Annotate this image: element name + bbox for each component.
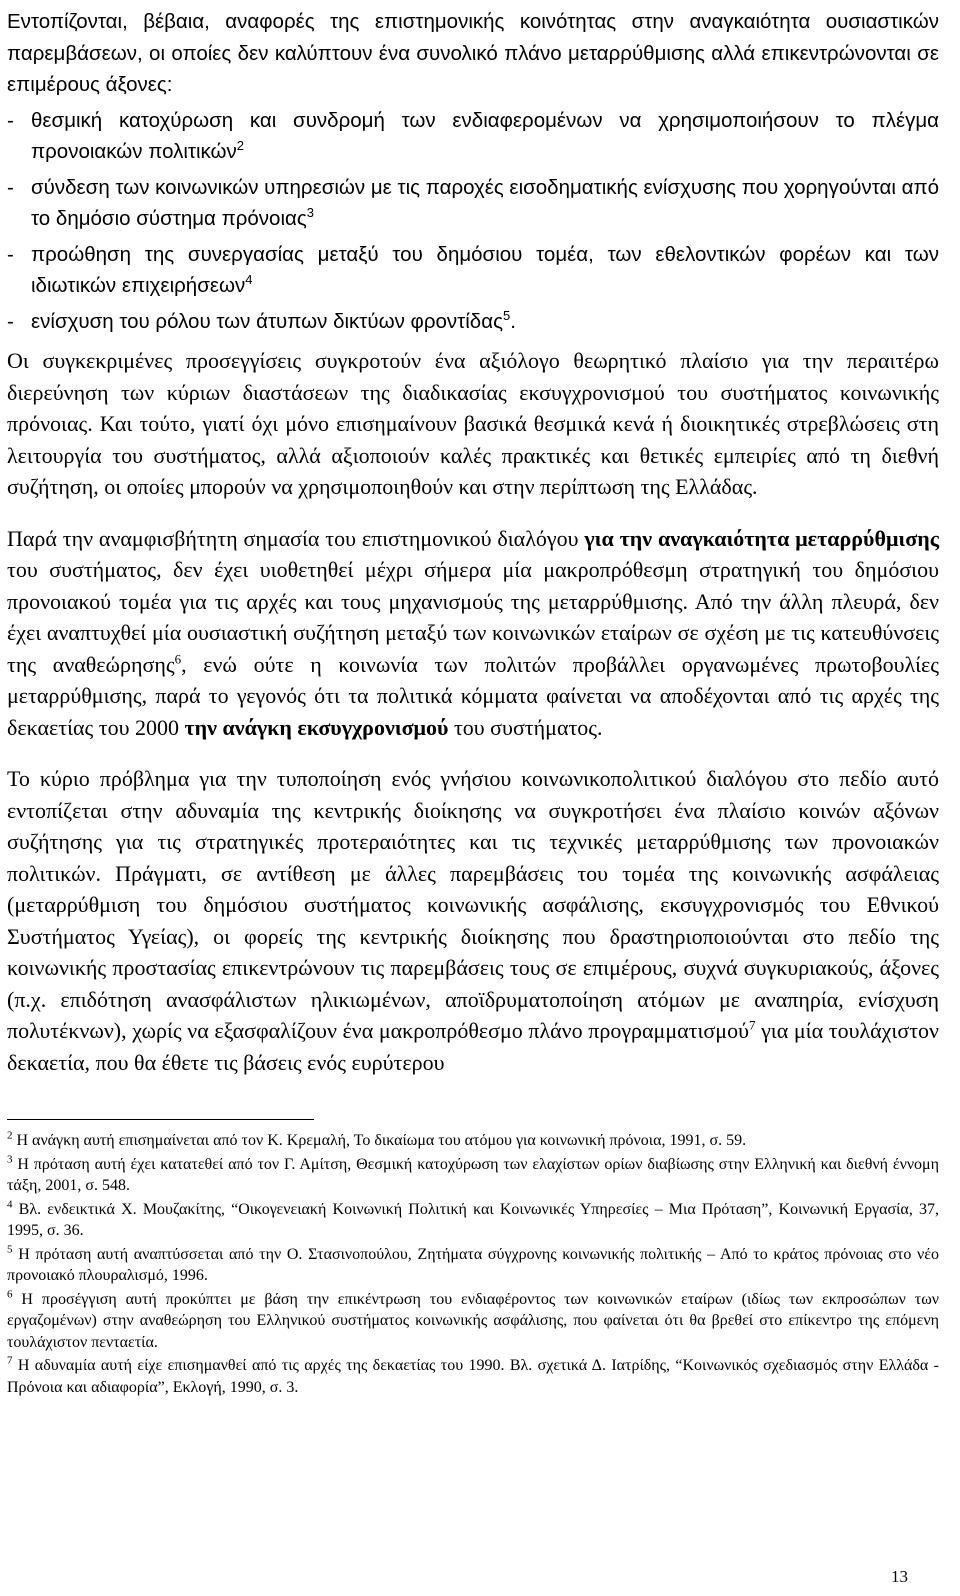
emphasis-text: για την αναγκαιότητα μεταρρύθμισης [584,525,939,551]
bullet-dash: - [7,242,14,266]
footnote-separator [7,1119,314,1120]
bullet-list [7,105,939,338]
bullet-dash: - [7,175,14,199]
footnote-ref[interactable]: 2 [236,138,245,154]
body-paragraph-3: Το κύριο πρόβλημα για την τυποποίηση ενός γνήσιου κοινωνικοπολιτικού διαλόγου στο πεδίο αυτό εντοπίζεται στην αδυναμία της κεντρικής διοίκησης να συγκροτήσει ένα πλαίσιο κοινών αξόνων συζήτησης για τις στρατηγικές προτεραιότητες και τις τεχνικές μεταρρύθμισης των προνοιακών πολιτικών. Πράγματι, σε αντίθεση με άλλες παρεμβάσεις του τομέα της κοινωνικής ασφάλειας (μεταρρύθμιση του δημόσιου συστήματος κοινωνικής ασφάλισης, εκσυγχρονισμός του Εθνικού Συστήματος Υγείας), οι φορείς της κεντρικής διοίκησης που δραστηριοποιούνται στο πεδίο της κοινωνικής προστασίας επικεντρώνουν τις παρεμβάσεις τους σε επιμέρους, συχνά συγκυριακούς, άξονες (π.χ. επιδότηση ανασφάλιστων ηλικιωμένων, αποϊδρυματοποίηση ατόμων με αναπηρία, ενίσχυση πολυτέκνων), χωρίς να εξασφαλίζουν ένα μακροπρόθεσμο πλάνο προγραμματισμού$^7$ για μία τουλάχιστον δεκαετία, που θα έθετε τις βάσεις ενός ευρύτερου [7,766,939,1075]
document-page [7,0,939,1400]
footnote-ref[interactable]: 7 [748,1017,756,1033]
list-item [7,105,939,168]
bullet-text: προώθηση της συνεργασίας μεταξύ του δημόσιου τομέα, των εθελοντικών φορέων και των ιδιωτικών επιχειρήσεων$^4$ [31,242,939,297]
list-item [7,239,939,302]
footnote-number: 2 [7,1129,13,1142]
footnote-number: 6 [7,1288,13,1301]
body-paragraph-2: Παρά την αναμφισβήτητη σημασία του επιστημονικού διαλόγου για την αναγκαιότητα μεταρρύθμισης του συστήματος, δεν έχει υιοθετηθεί μέχρι σήμερα μία μακροπρόθεσμη στρατηγική του δημόσιου προνοιακού τομέα για τις αρχές και τους μηχανισμούς της μεταρρύθμισης. Από την άλλη πλευρά, δεν έχει αναπτυχθεί μία ουσιαστική συζήτηση μεταξύ των κοινωνικών εταίρων σε σχέση με τις κατευθύνσεις της αναθεώρησης$^6$, ενώ ούτε η κοινωνία των πολιτών προβάλλει οργανωμένες πρωτοβουλίες μεταρρύθμισης, παρά το γεγονός ότι τα πολιτικά κόμματα φαίνεται να αποδέχονται από τις αρχές της δεκαετίας του 2000 την ανάγκη εκσυγχρονισμού του συστήματος. [7,525,940,740]
footnote-number: 5 [7,1243,13,1256]
footnote-number: 4 [7,1198,13,1211]
footnote: $^7$ Η αδυναμία αυτή είχε επισημανθεί από τις αρχές της δεκαετίας του 1990. Βλ. σχετικά Δ. Ιατρίδης, “Κοινωνικός σχεδιασμός στην Ελλάδα - Πρόνοια και αδιαφορία”, Εκλογή, 1990, σ. 3. [7,1354,939,1396]
bullet-text: ενίσχυση του ρόλου των άτυπων δικτύων φροντίδας$^5$. [31,307,516,333]
footnote-ref[interactable]: 6 [174,651,182,667]
list-item [7,172,939,235]
footnote: $^2$ Η ανάγκη αυτή επισημαίνεται από τον Κ. Κρεμαλή, Το δικαίωμα του ατόμου για κοινωνική πρόνοια, 1991, σ. 59. [7,1129,747,1149]
footnote-number: 3 [7,1153,13,1166]
bullet-text: σύνδεση των κοινωνικών υπηρεσιών με τις παροχές εισοδηματικής ενίσχυσης που χορηγούνται από το δημόσιο σύστημα πρόνοιας$^3$ [31,175,939,230]
intro-paragraph: Εντοπίζονται, βέβαια, αναφορές της επιστημονικής κοινότητας στην αναγκαιότητα ουσιαστικών παρεμβάσεων, οι οποίες δεν καλύπτουν ένα συνολικό πλάνο μεταρρύθμισης αλλά επικεντρώνονται σε επιμέρους άξονες: [7,10,939,96]
footnote-ref[interactable]: 4 [245,272,253,288]
footnote-ref[interactable]: 3 [306,205,314,221]
footnote-number: 7 [7,1354,13,1367]
footnote: $^6$ Η προσέγγιση αυτή προκύπτει με βάση την επικέντρωση του ενδιαφέροντος των κοινωνικών εταίρων (ιδίως των εκπροσώπων των εργαζομένων) στην αναθεώρηση του Ελληνικού συστήματος κοινωνικής ασφάλισης, που φαίνεται ότι θα βρεθεί στο επίκεντρο της επόμενη τουλάχιστον πενταετία. [7,1288,939,1351]
bullet-dash: - [7,309,14,333]
page-number: 13 [891,1567,908,1586]
bullet-text: θεσμική κατοχύρωση και συνδρομή των ενδιαφερομένων να χρησιμοποιήσουν το πλέγμα προνοιακών πολιτικών$^2$ [31,108,939,163]
body-paragraph-1: Οι συγκεκριμένες προσεγγίσεις συγκροτούν ένα αξιόλογο θεωρητικό πλαίσιο για την περαιτέρω διερεύνηση των κύριων διαστάσεων της διαδικασίας εκσυγχρονισμού του συστήματος κοινωνικής πρόνοιας. Και τούτο, γιατί όχι μόνο επισημαίνουν βασικά θεσμικά κενά ή διοικητικές στρεβλώσεις στη λειτουργία του συστήματος, αλλά αξιοποιούν καλές πρακτικές και θετικές εμπειρίες από τη διεθνή συζήτηση, οι οποίες μπορούν να χρησιμοποιηθούν και στην περίπτωση της Ελλάδας. [7,348,939,499]
bullet-dash: - [7,108,14,132]
footnote: $^5$ Η πρόταση αυτή αναπτύσσεται από την Ο. Στασινοπούλου, Ζητήματα σύγχρονης κοινωνικής πολιτικής – Από το κράτος πρόνοιας στο νέο προνοιακό πλουραλισμό, 1996. [7,1243,939,1284]
footnote-ref[interactable]: 5 [502,307,511,323]
list-item [7,306,939,338]
footnotes [7,1130,939,1398]
footnote: $^4$ Βλ. ενδεικτικά Χ. Μουζακίτης, “Οικογενειακή Κοινωνική Πολιτική και Κοινωνικές Υπηρεσίες – Μια Πρόταση”, Κοινωνική Εργασία, 37, 1995, σ. 36. [7,1198,939,1239]
footnote: $^3$ Η πρόταση αυτή έχει κατατεθεί από τον Γ. Αμίτση, Θεσμική κατοχύρωση των ελαχίστων ορίων διαβίωσης στην Ελληνική και διεθνή έννομη τάξη, 2001, σ. 548. [7,1153,939,1194]
emphasis-text: την ανάγκη εκσυγχρονισμού [184,714,449,740]
